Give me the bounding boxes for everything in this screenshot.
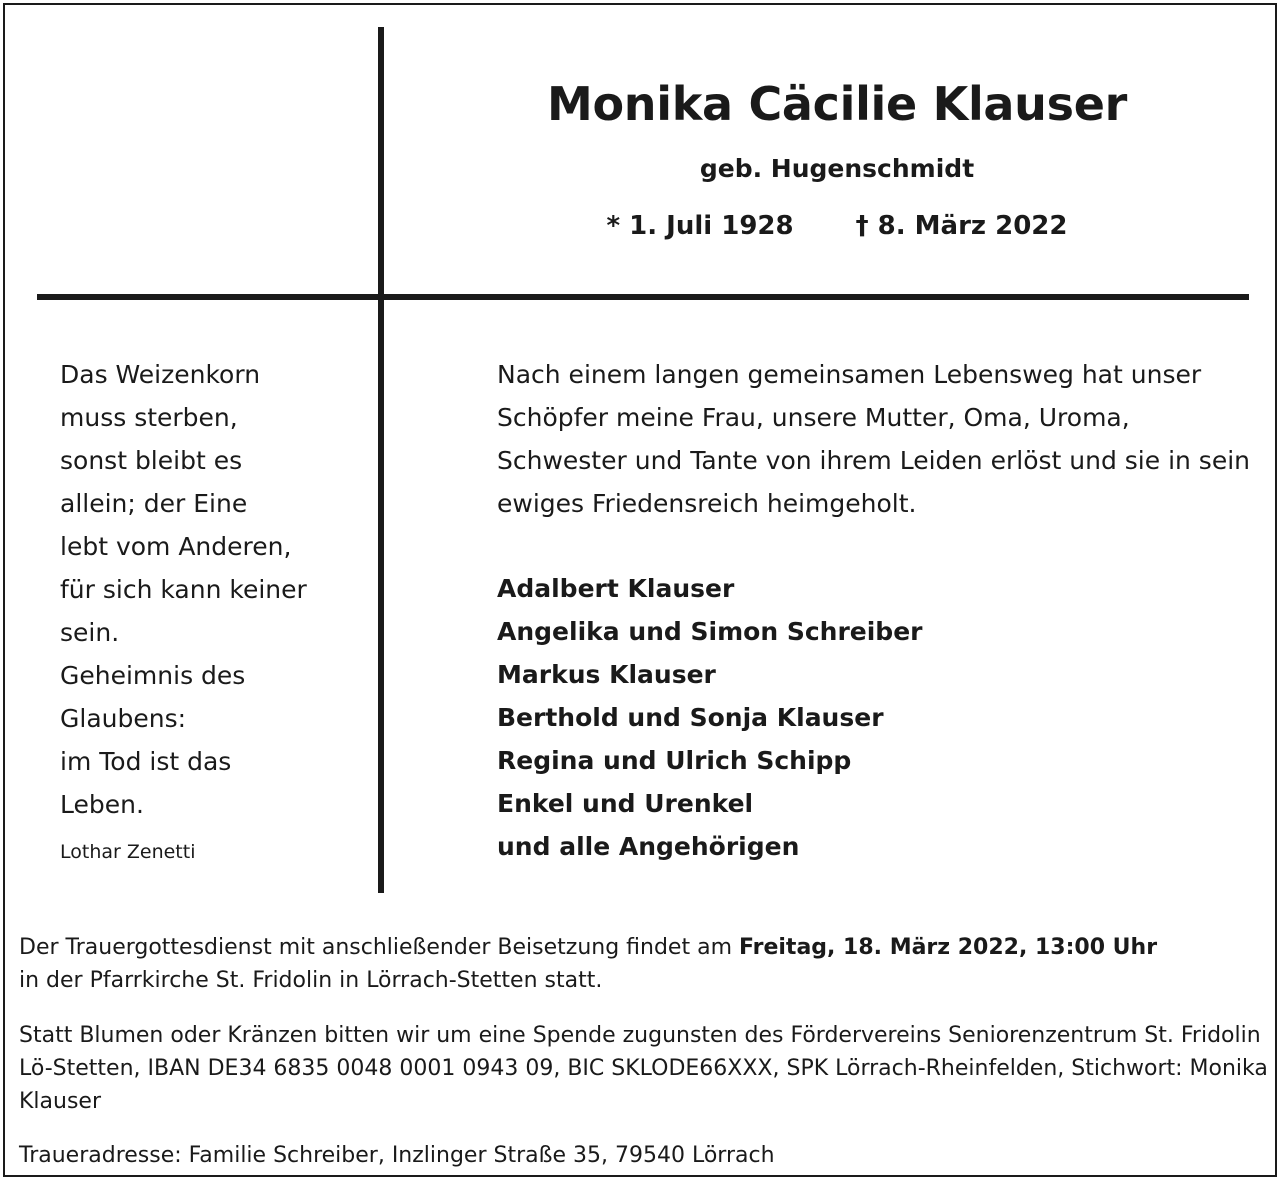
donation-notice: Statt Blumen oder Kränzen bitten wir um eine Spende zugunsten des Fördervereins Seniorenzentrum St. Fridolin Lö-Stetten, IBAN DE34 6835 0048 0001 0943 09, BIC SKLODE66XXX, SPK Lörrach-Rheinfelden, Stichwort: Monika Klauser xyxy=(19,1023,1268,1114)
life-dates xyxy=(385,209,1280,243)
obituary-notice xyxy=(3,3,1277,1177)
birth-date: * 1. Juli 1928 xyxy=(606,211,794,241)
cross-horizontal-bar xyxy=(37,294,1249,300)
death-date: † 8. März 2022 xyxy=(855,211,1068,241)
mourner-item: und alle Angehörigen xyxy=(497,832,800,861)
service-location: in der Pfarrkirche St. Fridolin in Lörrach-Stetten statt. xyxy=(19,968,603,993)
birth-name: geb. Hugenschmidt xyxy=(699,154,975,183)
mourner-item: Enkel und Urenkel xyxy=(497,789,754,818)
deceased-name: Monika Cäcilie Klauser xyxy=(547,77,1127,131)
mourner-item: Berthold und Sonja Klauser xyxy=(497,703,884,732)
cross-vertical-bar xyxy=(378,27,384,893)
funeral-service-notice xyxy=(19,931,1269,997)
farewell-message: Nach einem langen gemeinsamen Lebensweg hat unser Schöpfer meine Frau, unsere Mutter, Oma, Uroma, Schwester und Tante von ihrem Leiden erlöst und sie in sein ewiges Friedensreich heimgeholt. xyxy=(497,360,1251,518)
mourner-item: Regina und Ulrich Schipp xyxy=(497,746,852,775)
mourning-address: Traueradresse: Familie Schreiber, Inzlinger Straße 35, 79540 Lörrach xyxy=(19,1143,775,1168)
mourner-item: Adalbert Klauser xyxy=(497,574,735,603)
service-datetime: Freitag, 18. März 2022, 13:00 Uhr xyxy=(739,935,1158,960)
mourner-item: Markus Klauser xyxy=(497,660,716,689)
deceased-header xyxy=(385,73,1280,243)
service-intro: Der Trauergottesdienst mit anschließender Beisetzung findet am xyxy=(19,935,739,960)
mourner-item: Angelika und Simon Schreiber xyxy=(497,617,923,646)
poem-author: Lothar Zenetti xyxy=(60,841,196,863)
poem-text: Das Weizenkorn muss sterben, sonst bleibt es allein; der Eine lebt vom Anderen, für sich kann keiner sein. Geheimnis des Glaubens: im Tod ist das Leben. xyxy=(60,360,307,819)
mourners-list xyxy=(497,567,1237,868)
